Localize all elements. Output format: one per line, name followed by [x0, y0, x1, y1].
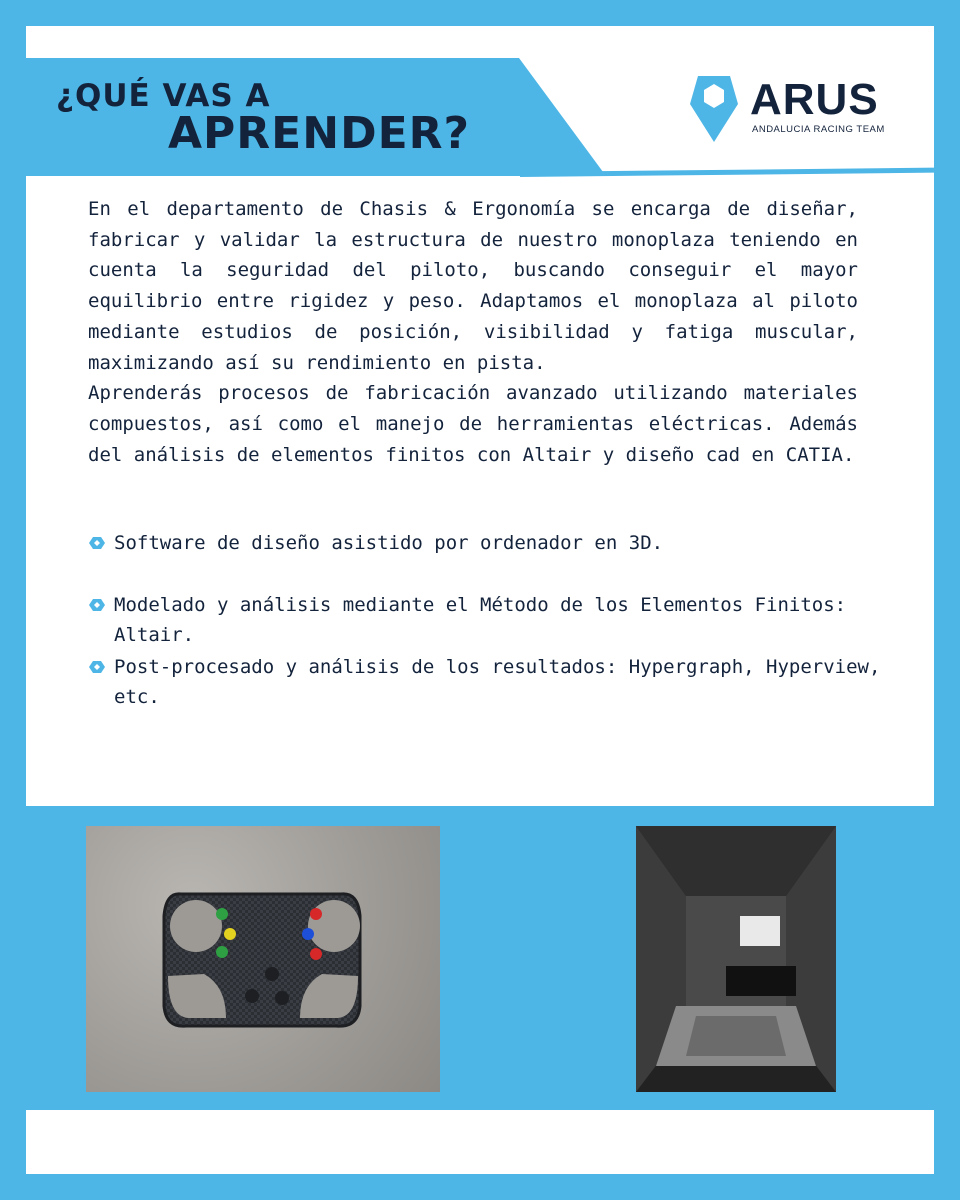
page-title-line1: ¿QUÉ VAS A	[56, 78, 271, 114]
steering-wheel-photo	[86, 826, 440, 1092]
list-item-text: Post-procesado y análisis de los resultados: Hypergraph, Hyperview, etc.	[114, 656, 881, 708]
steering-wheel-illustration	[86, 826, 440, 1092]
intro-paragraph-2: Aprenderás procesos de fabricación avanzado utilizando materiales compuestos, así como el manejo de herramientas eléctricas. Además del análisis de elementos finitos con Altair y diseño cad en CATIA.	[88, 382, 858, 466]
hexagon-bullet-icon	[88, 536, 106, 550]
arus-logo	[686, 70, 886, 146]
list-item-text: Modelado y análisis mediante el Método de los Elementos Finitos: Altair.	[114, 594, 847, 646]
list-item	[88, 652, 888, 712]
logo-name: ARUS	[750, 75, 879, 124]
hexagon-bullet-icon	[88, 598, 106, 612]
location-pin-icon	[686, 70, 742, 144]
list-item-text: Software de diseño asistido por ordenador en 3D.	[114, 532, 664, 554]
logo-tagline: ANDALUCIA RACING TEAM	[752, 124, 885, 135]
list-item	[88, 590, 888, 650]
hexagon-bullet-icon	[88, 660, 106, 674]
footer-panel	[26, 1110, 934, 1174]
monocoque-illustration	[636, 826, 836, 1092]
list-item	[88, 528, 663, 558]
intro-paragraph-1: En el departamento de Chasis & Ergonomía se encarga de diseñar, fabricar y validar la estructura de nuestro monoplaza teniendo en cuenta la seguridad del piloto, buscando conseguir el mayor equilibrio entre rigidez y peso. Adaptamos el monoplaza al piloto mediante estudios de posición, visibilidad y fatiga muscular, maximizando así su rendimiento en pista.	[88, 198, 858, 374]
intro-text	[88, 194, 858, 470]
monocoque-photo	[636, 826, 836, 1092]
page-title-line2: APRENDER?	[168, 108, 471, 159]
